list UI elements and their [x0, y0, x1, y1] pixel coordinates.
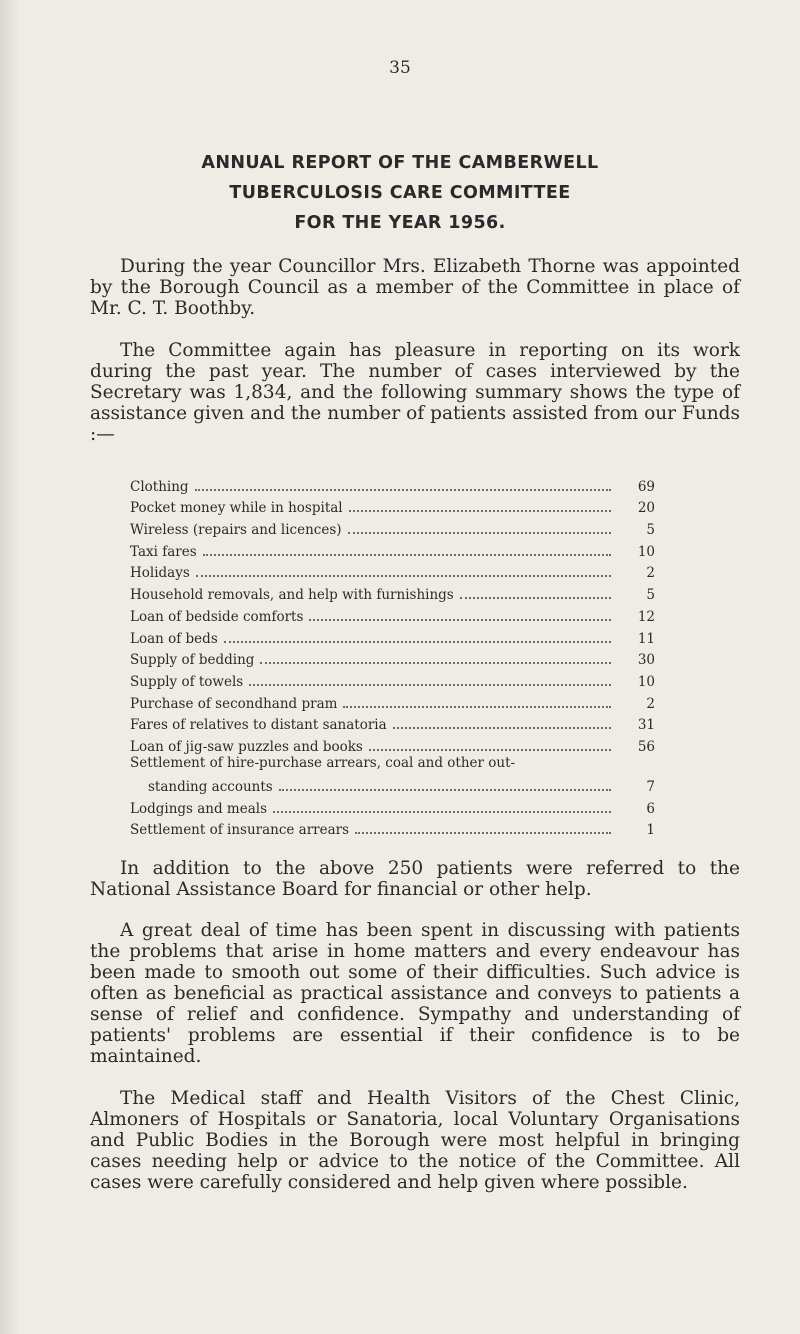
row-label: Supply of towels	[130, 673, 244, 690]
report-title	[120, 148, 680, 238]
row-label-line-2: standing accounts	[148, 778, 273, 795]
row-value: 20	[637, 500, 655, 517]
paragraph-summary-intro: The Committee again has pleasure in reporting on its work during the past year. The number of cases interviewed by the Secretary was 1,834, and the following summary shows the type of assistance given and the number of patients assisted from our Funds :—	[90, 340, 740, 445]
row-label: Fares of relatives to distant sanatoria	[130, 717, 387, 734]
row-label: Loan of bedside comforts	[130, 608, 304, 625]
row-value: 56	[637, 738, 655, 755]
scan-edge	[0, 0, 20, 1334]
table-row	[130, 538, 655, 560]
table-row	[130, 625, 655, 647]
row-value: 31	[637, 717, 655, 734]
table-row	[130, 712, 655, 734]
row-label: Settlement of insurance arrears	[130, 822, 350, 839]
row-label: Supply of bedding	[130, 652, 255, 669]
row-value: 10	[637, 673, 655, 690]
paragraph-advice: A great deal of time has been spent in discussing with patients the problems that arise in home matters and every endeavour has been made to smooth out some of their difficulties. Such advice is often as beneficial as practical assistance and conveys to patients a sense of relief and confidence. Sympathy and understanding of patients' problems are essential if their confidence is to be maintained.	[90, 920, 740, 1067]
row-value: 11	[637, 630, 655, 647]
row-label: Purchase of secondhand pram	[130, 695, 338, 712]
title-line-2: TUBERCULOSIS CARE COMMITTEE	[229, 183, 571, 203]
row-label: Taxi fares	[130, 543, 197, 560]
page-number: 35	[389, 58, 411, 78]
row-label: Household removals, and help with furnishings	[130, 587, 454, 604]
row-value: 5	[646, 522, 655, 539]
table-row	[130, 603, 655, 625]
row-label: Holidays	[130, 565, 190, 582]
table-row	[130, 647, 655, 669]
row-value: 1	[646, 822, 655, 839]
table-row	[130, 690, 655, 712]
table-row	[130, 516, 655, 538]
row-label: Lodgings and meals	[130, 800, 268, 817]
row-value: 2	[646, 565, 655, 582]
row-label: Clothing	[130, 478, 189, 495]
table-row	[130, 817, 655, 839]
row-label: Loan of jig-saw puzzles and books	[130, 738, 363, 755]
paragraph-national-assistance: In addition to the above 250 patients were referred to the National Assistance Board for financial or other help.	[90, 858, 740, 900]
row-value: 6	[646, 800, 655, 817]
row-value: 7	[646, 778, 655, 795]
assistance-table	[130, 473, 655, 838]
table-row	[130, 733, 655, 755]
paragraph-medical-staff: The Medical staff and Health Visitors of the Chest Clinic, Almoners of Hospitals or Sanatoria, local Voluntary Organisations and Public Bodies in the Borough were most helpful in bringing cases needing help or advice to the notice of the Committee. All cases were carefully considered and help given where possible.	[90, 1088, 740, 1193]
table-row	[130, 560, 655, 582]
title-line-1: ANNUAL REPORT OF THE CAMBERWELL	[201, 153, 599, 173]
row-label: Loan of beds	[130, 630, 218, 647]
row-value: 69	[637, 478, 655, 495]
row-label-line-1: Settlement of hire-purchase arrears, coal and other out-	[130, 754, 516, 771]
row-value: 30	[637, 652, 655, 669]
table-row	[130, 755, 655, 795]
title-line-3: FOR THE YEAR 1956.	[294, 213, 506, 233]
paragraph-committee-member: During the year Councillor Mrs. Elizabeth Thorne was appointed by the Borough Council as a member of the Committee in place of Mr. C. T. Boothby.	[90, 256, 740, 319]
table-row	[130, 795, 655, 817]
table-row	[130, 668, 655, 690]
row-value: 10	[637, 543, 655, 560]
table-row	[130, 473, 655, 495]
row-value: 2	[646, 695, 655, 712]
row-value: 12	[637, 608, 655, 625]
row-label: Pocket money while in hospital	[130, 500, 343, 517]
table-row	[130, 581, 655, 603]
table-row	[130, 495, 655, 517]
row-label: Wireless (repairs and licences)	[130, 522, 342, 539]
row-value: 5	[646, 587, 655, 604]
